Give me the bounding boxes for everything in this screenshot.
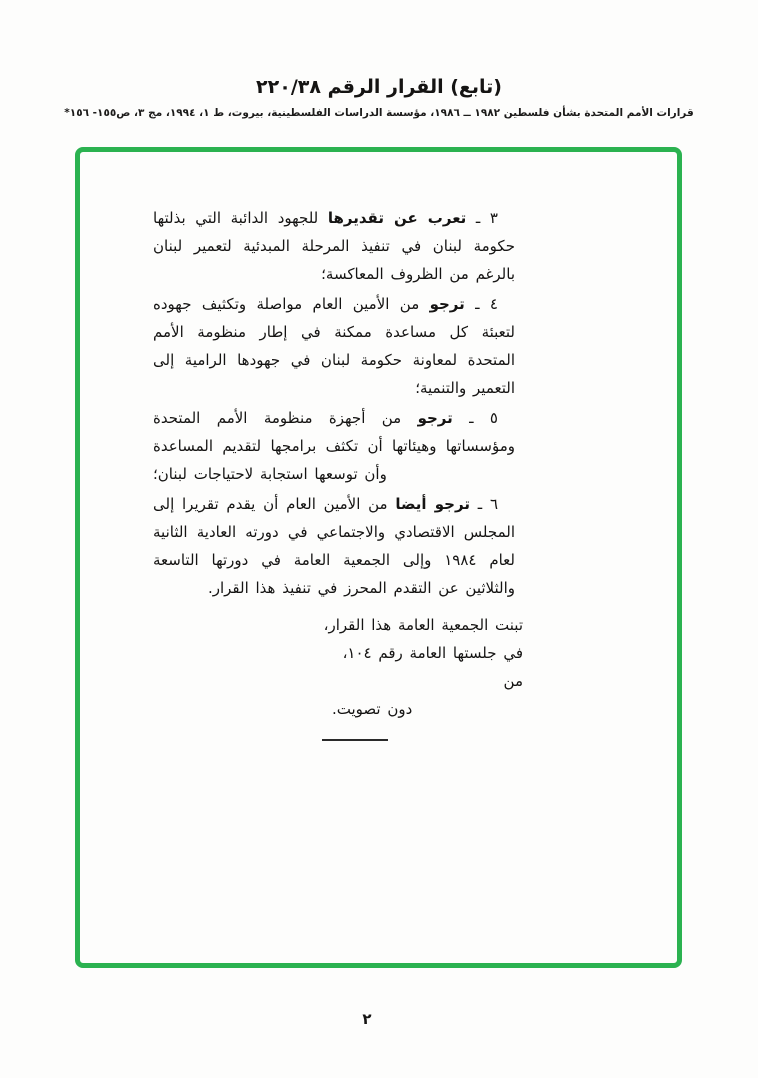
paragraph-body: من الأمين العام أن يقدم تقريرا إلى المجلس الاقتصادي والاجتماعي في دورته العادية الثانية لعام ١٩٨٤ وإلى الجمعية العامة في دورتها التاسعة والثلاثين عن التقدم المحرز في تنفيذ هذا القرار. xyxy=(153,495,515,597)
paragraph-body: من أجهزة منظومة الأمم المتحدة ومؤسساتها وهيئاتها أن تكثف برامجها لتقديم المساعدة وأن توسعها استجابة لاحتياجات لبنان؛ xyxy=(153,409,515,483)
content-frame xyxy=(75,147,682,968)
adoption-note-line: في جلستها العامة رقم ١٠٤، من xyxy=(342,644,523,690)
resolution-paragraph-5 xyxy=(153,404,515,488)
paragraph-dash: ـ xyxy=(475,295,480,313)
paragraph-number: ٤ xyxy=(489,295,498,313)
paragraph-dash: ـ xyxy=(475,209,481,227)
page-title: (تابع) القرار الرقم ٢٢٠/٣٨ xyxy=(256,76,502,98)
text-column xyxy=(153,204,523,741)
resolution-paragraph-3 xyxy=(153,204,515,288)
paragraph-lead: تعرب عن تقديرها xyxy=(327,209,467,227)
paragraph-dash: ـ xyxy=(469,409,474,427)
resolution-paragraph-4 xyxy=(153,290,515,402)
paragraph-number: ٣ xyxy=(489,209,498,227)
adoption-note-line: دون تصويت. xyxy=(332,700,413,718)
citation-line: قرارات الأمم المتحدة بشأن فلسطين ١٩٨٢ ــ ١٩٨٦، مؤسسة الدراسات الفلسطينية، بيروت، ط ١، ١٩٩٤، مج ٣، ص١٥٥- ١٥٦* xyxy=(64,107,694,119)
resolution-paragraph-6 xyxy=(153,490,515,602)
adoption-note-line: تبنت الجمعية العامة هذا القرار، xyxy=(323,616,523,634)
paragraph-body: للجهود الدائبة التي بذلتها حكومة لبنان في تنفيذ المرحلة المبدئية لتعمير لبنان بالرغم من الظروف المعاكسة؛ xyxy=(153,209,515,283)
paragraph-number: ٦ xyxy=(489,495,498,513)
page-number: ٢ xyxy=(362,1010,372,1028)
paragraph-body: من الأمين العام مواصلة وتكثيف جهوده لتعبئة كل مساعدة ممكنة في إطار منظومة الأمم المتحدة لمعاونة حكومة لبنان في جهودها الرامية إلى التعمير والتنمية؛ xyxy=(153,295,515,397)
paragraph-lead: ترجو أيضا xyxy=(395,495,470,513)
paragraph-lead: ترجو xyxy=(417,409,453,427)
paragraph-number: ٥ xyxy=(489,409,498,427)
adoption-note xyxy=(318,611,523,741)
paragraph-lead: ترجو xyxy=(429,295,465,313)
end-rule xyxy=(322,739,388,741)
paragraph-dash: ـ xyxy=(477,495,483,513)
